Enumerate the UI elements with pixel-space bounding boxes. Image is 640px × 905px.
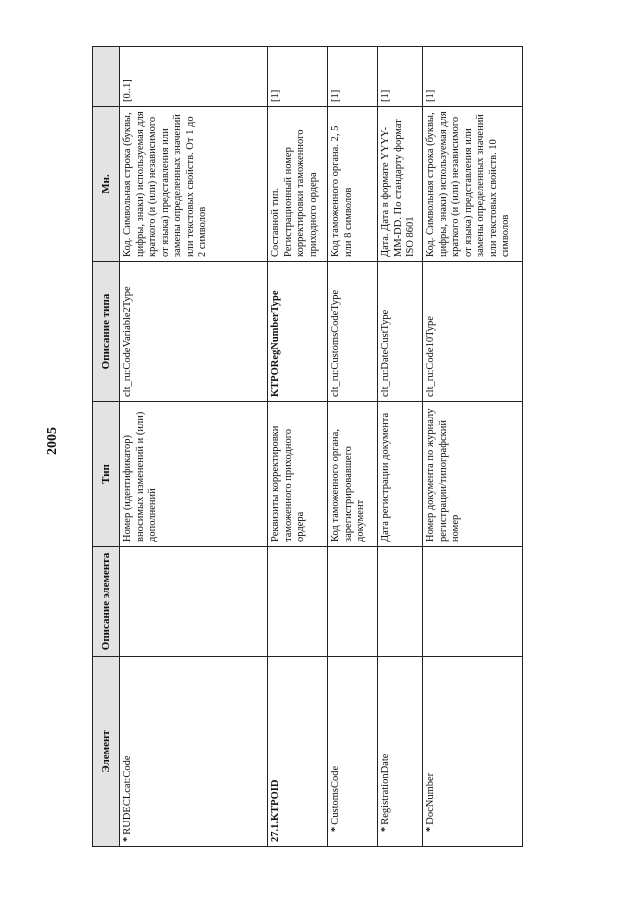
required-marker: *: [425, 826, 436, 832]
table-header-row: [93, 47, 120, 847]
type-cell: Номер документа по журналу регистрации/типографский номер: [423, 402, 523, 547]
required-marker: *: [330, 826, 341, 832]
multiplicity-cell: Код. Символьная строка (буквы, цифры, знаки) используемая для краткого (и (или) независимого от языка) представления или замены определенных значений или текстовых свойств. От 1 до 2 символов: [120, 107, 268, 262]
table-row: [423, 47, 523, 847]
type-cell: Реквизиты корректировки таможенного приходного ордера: [268, 402, 328, 547]
type-description-cell: clt_ru:DateCustType: [378, 262, 423, 402]
required-marker: *: [380, 826, 391, 832]
element-description-cell: [328, 547, 378, 657]
table-row: [120, 47, 268, 847]
page-number: 2005: [45, 427, 60, 455]
header-cardinality: [93, 47, 120, 107]
type-cell: Номер (идентификатор) вносимых изменений и (или) дополнений: [120, 402, 268, 547]
element-description-cell: [268, 547, 328, 657]
multiplicity-cell: Код. Символьная строка (буквы, цифры, знаки) используемая для краткого (и (или) независимого от языка) представления или замены определенных значений или текстовых свойств. 10 символов: [423, 107, 523, 262]
type-description-cell: KTPORegNumberType: [268, 262, 328, 402]
element-description-cell: [120, 547, 268, 657]
multiplicity-cell: Код таможенного органа. 2, 5 или 8 символов: [328, 107, 378, 262]
type-cell: Дата регистрации документа: [378, 402, 423, 547]
element-name: DocNumber: [425, 772, 436, 825]
element-cell: [120, 657, 268, 847]
element-cell: [423, 657, 523, 847]
table-row: [328, 47, 378, 847]
type-description-cell: clt_ru:Code10Type: [423, 262, 523, 402]
element-cell: [378, 657, 423, 847]
element-description-cell: [378, 547, 423, 657]
type-description-cell: clt_ru:CodeVariable2Type: [120, 262, 268, 402]
element-name: CustomsCode: [330, 765, 341, 825]
cardinality-cell: [1]: [328, 47, 378, 107]
cardinality-cell: [1]: [378, 47, 423, 107]
required-marker: *: [122, 836, 133, 842]
header-element: Элемент: [93, 657, 120, 847]
cardinality-cell: [0..1]: [120, 47, 268, 107]
rotated-table-wrapper: [92, 47, 517, 847]
header-element-description: Описание элемента: [93, 547, 120, 657]
element-cell: [268, 657, 328, 847]
multiplicity-cell: Составной тип. Регистрационный номер корректировки таможенного приходного ордера: [268, 107, 328, 262]
header-multiplicity: Мн.: [93, 107, 120, 262]
element-name: RUDECLcat:Code: [122, 755, 133, 835]
table-row: [378, 47, 423, 847]
type-cell: Код таможенного органа, зарегистрировавшего документ: [328, 402, 378, 547]
element-name: KTPOID: [270, 779, 281, 821]
cardinality-cell: [1]: [268, 47, 328, 107]
element-description-cell: [423, 547, 523, 657]
header-type: Тип: [93, 402, 120, 547]
table-row: [268, 47, 328, 847]
cardinality-cell: [1]: [423, 47, 523, 107]
section-number: 27.1.: [270, 821, 281, 842]
element-name: RegistrationDate: [380, 753, 391, 825]
type-description-cell: clt_ru:CustomsCodeType: [328, 262, 378, 402]
header-type-description: Описание типа: [93, 262, 120, 402]
multiplicity-cell: Дата. Дата в формате YYYY-MM-DD. По стандарту формат ISO 8601: [378, 107, 423, 262]
element-cell: [328, 657, 378, 847]
element-spec-table: [92, 46, 523, 847]
